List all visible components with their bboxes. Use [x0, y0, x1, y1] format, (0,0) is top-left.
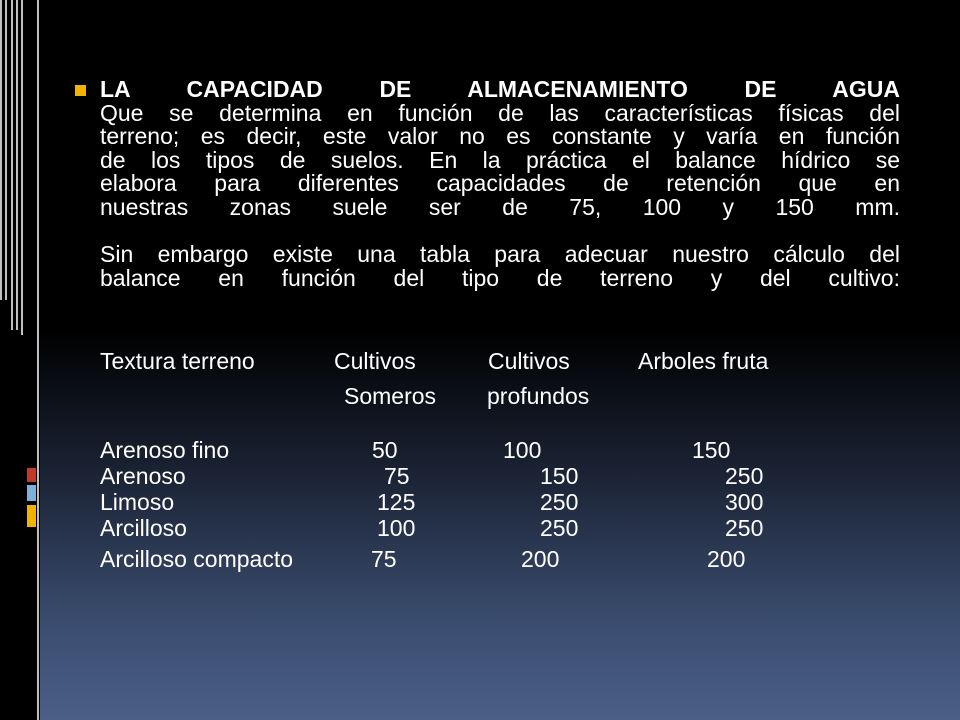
table-row — [100, 463, 900, 489]
cell-profundos: 250 — [540, 515, 579, 541]
section-title: LA CAPACIDAD DE ALMACENAMIENTO DE AGUA — [100, 76, 900, 102]
paragraph-line: de los tipos de suelos. En la práctica el balance hídrico se — [100, 146, 900, 173]
cell-arboles: 250 — [725, 463, 764, 489]
table-row — [100, 515, 900, 541]
table-header-row-2 — [100, 383, 900, 411]
cell-profundos: 250 — [540, 489, 579, 515]
paragraph-line: nuestras zonas suele ser de 75, 100 y 150 mm. — [100, 193, 900, 220]
cell-someros: 75 — [384, 463, 410, 489]
cell-profundos: 150 — [540, 463, 579, 489]
cell-texture: Arcilloso compacto — [100, 546, 294, 572]
accent-bar-red — [27, 468, 36, 482]
cell-arboles: 200 — [707, 546, 746, 572]
content-block — [100, 78, 900, 290]
table-row — [100, 489, 900, 515]
cell-texture: Arenoso fino — [100, 437, 230, 463]
table-row — [100, 546, 900, 572]
cell-someros: 125 — [377, 489, 416, 515]
cell-arboles: 150 — [692, 437, 731, 463]
accent-bar-yellow — [27, 505, 36, 527]
cell-profundos: 200 — [521, 546, 560, 572]
cell-profundos: 100 — [503, 437, 542, 463]
accent-bar-blue — [27, 485, 36, 501]
blank-line — [100, 220, 900, 244]
cell-texture: Limoso — [100, 489, 175, 515]
header-texture: Textura terreno — [100, 348, 255, 374]
bullet-square — [75, 85, 86, 96]
cell-arboles: 300 — [725, 489, 764, 515]
paragraph-line: terreno; es decir, este valor no es constante y varía en función — [100, 123, 900, 150]
table-header-row-1 — [100, 348, 900, 376]
cell-texture: Arenoso — [100, 463, 186, 489]
cell-someros: 50 — [372, 437, 398, 463]
cell-someros: 100 — [377, 515, 416, 541]
header-arboles: Arboles fruta — [638, 348, 769, 374]
header-profundos-line2: profundos — [487, 383, 590, 409]
header-someros-line1: Cultivos — [334, 348, 416, 374]
decorative-lines — [0, 0, 60, 720]
cell-arboles: 250 — [725, 515, 764, 541]
cell-someros: 75 — [371, 546, 397, 572]
paragraph-line: Que se determina en función de las características físicas del — [100, 99, 900, 126]
header-profundos-line1: Cultivos — [488, 348, 570, 374]
paragraph-line: Sin embargo existe una tabla para adecuar nuestro cálculo del — [100, 241, 900, 268]
title-line — [100, 78, 900, 102]
table-row — [100, 437, 900, 463]
paragraph-line: balance en función del tipo de terreno y del cultivo: — [100, 264, 900, 291]
cell-texture: Arcilloso — [100, 515, 187, 541]
paragraph-line: elabora para diferentes capacidades de retención que en — [100, 170, 900, 197]
header-someros-line2: Someros — [344, 383, 437, 409]
